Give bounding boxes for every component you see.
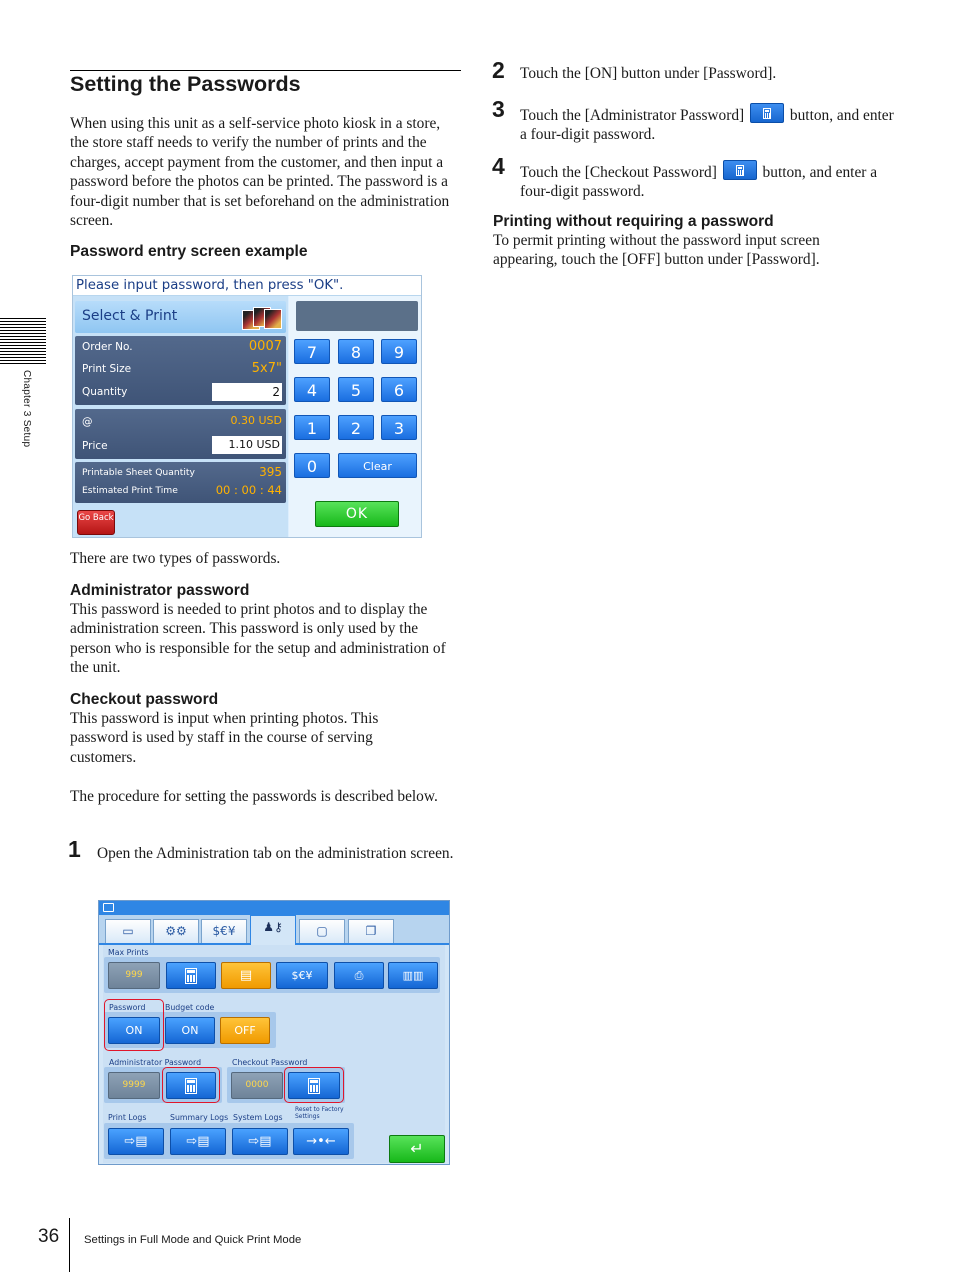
reset-factory-button[interactable] <box>293 1128 349 1155</box>
page-number: 36 <box>38 1226 60 1247</box>
tab-frame[interactable] <box>299 919 345 943</box>
key-6[interactable]: 6 <box>381 377 417 402</box>
user-key-icon: ♟⚷ <box>263 920 283 934</box>
step-3-text <box>520 103 900 145</box>
admin-paragraph: This password is needed to print photos and to display the administration screen. This password is only used by the person who is responsible for the setup and administration of the unit. <box>70 601 446 677</box>
unit-value: 0.30 USD <box>230 414 282 427</box>
step-4-number: 4 <box>492 153 505 179</box>
checkout-password-highlight <box>284 1067 344 1103</box>
checkout-password-value: 0000 <box>231 1072 283 1099</box>
password-display <box>296 301 418 331</box>
tab-currency[interactable] <box>201 919 247 943</box>
procedure-intro: The procedure for setting the passwords is described below. <box>70 788 438 805</box>
select-print-title <box>75 301 286 333</box>
export-icon: ⇨▤ <box>186 1134 210 1149</box>
paper-stack-button[interactable] <box>221 962 271 989</box>
print-logs-label: Print Logs <box>108 1113 147 1122</box>
unit-label: @ <box>82 416 93 428</box>
administrator-password-button-icon <box>750 103 784 123</box>
step-3-text-before: Touch the [Administrator Password] <box>520 107 745 124</box>
currency-icon: $€¥ <box>212 924 236 938</box>
paper-stack-icon: ▤ <box>239 968 253 983</box>
copy-icon: ❐ <box>365 924 377 938</box>
time-value: 00 : 00 : 44 <box>215 483 282 497</box>
key-3[interactable]: 3 <box>381 415 417 440</box>
order-value: 0007 <box>248 339 282 354</box>
budget-on-button[interactable]: ON <box>165 1017 215 1044</box>
checkout-heading: Checkout password <box>70 691 219 708</box>
export-icon: ⇨▤ <box>248 1134 272 1149</box>
key-5[interactable]: 5 <box>338 377 374 402</box>
chapter-label: Chapter 3 Setup <box>21 370 32 448</box>
tab-settings[interactable] <box>153 919 199 943</box>
administration-screenshot <box>98 900 450 1165</box>
key-8[interactable]: 8 <box>338 339 374 364</box>
printer-icon: ⎙ <box>354 969 364 982</box>
admin-password-value: 9999 <box>108 1072 160 1099</box>
no-password-paragraph: To permit printing without the password input screen appearing, touch the [OFF] button under [Password]. <box>493 232 820 269</box>
key-1[interactable]: 1 <box>294 415 330 440</box>
tab-administration[interactable] <box>250 915 296 945</box>
step-1-text: Open the Administration tab on the administration screen. <box>97 845 454 862</box>
checkout-password-label: Checkout Password <box>232 1058 308 1067</box>
step-2-number: 2 <box>492 57 505 83</box>
book-icon: ▥▥ <box>402 969 424 982</box>
step-4-text <box>520 160 900 202</box>
price-label: Price <box>82 440 108 452</box>
checkout-paragraph: This password is input when printing photos. This password is used by staff in the course of serving customers. <box>70 710 379 766</box>
types-sentence: There are two types of passwords. <box>70 550 281 567</box>
return-button[interactable] <box>389 1135 445 1163</box>
chapter-tab-marker <box>0 318 46 364</box>
step-4-text-after: button, and enter a four-digit password. <box>520 164 878 201</box>
currency-icon: $€¥ <box>291 969 313 982</box>
max-prints-label: Max Prints <box>108 948 149 957</box>
password-label: Password <box>109 1003 146 1012</box>
password-prompt: Please input password, then press "OK". <box>73 276 421 296</box>
step-4-text-before: Touch the [Checkout Password] <box>520 164 717 181</box>
toolbox-icon <box>103 903 114 912</box>
calculator-icon <box>185 968 197 984</box>
step-2-text: Touch the [ON] button under [Password]. <box>520 65 777 82</box>
example-heading: Password entry screen example <box>70 243 308 260</box>
intro-paragraph: When using this unit as a self-service photo kiosk in a store, the store staff needs to verify the number of prints and the charges, accept payment from the customer, and then input a password before the photos can be printed. The password is a four-digit number that is set beforehand on the administration screen. <box>70 115 450 230</box>
reset-label: Reset to Factory Settings <box>295 1106 344 1120</box>
time-label: Estimated Print Time <box>82 485 178 496</box>
max-prints-calc-button[interactable] <box>166 962 216 989</box>
sheets-value: 395 <box>259 465 282 479</box>
select-print-label: Select & Print <box>82 308 178 324</box>
system-logs-button[interactable] <box>232 1128 288 1155</box>
reset-arrows-icon: →•← <box>306 1134 336 1149</box>
footer-text: Settings in Full Mode and Quick Print Mode <box>84 1234 302 1246</box>
clear-button[interactable]: Clear <box>338 453 417 478</box>
key-2[interactable]: 2 <box>338 415 374 440</box>
key-4[interactable]: 4 <box>294 377 330 402</box>
printer-button[interactable] <box>334 962 384 989</box>
key-0[interactable]: 0 <box>294 453 330 478</box>
size-value: 5x7" <box>251 361 282 376</box>
order-info-panel <box>75 336 286 405</box>
admin-password-label: Administrator Password <box>109 1058 202 1067</box>
title-bar <box>99 901 449 915</box>
tab-display[interactable] <box>105 919 151 943</box>
price-field: 1.10 USD <box>212 436 282 454</box>
print-logs-button[interactable] <box>108 1128 164 1155</box>
frame-icon: ▢ <box>316 924 328 938</box>
go-back-button[interactable]: Go Back <box>77 510 115 535</box>
sheets-label: Printable Sheet Quantity <box>82 467 195 478</box>
admin-password-highlight <box>162 1067 220 1103</box>
max-prints-value: 999 <box>108 962 160 989</box>
photo-thumbnails-icon <box>242 305 282 329</box>
qty-label: Quantity <box>82 386 128 398</box>
album-button[interactable] <box>388 962 438 989</box>
step-1-number: 1 <box>68 836 81 862</box>
currency-button[interactable] <box>276 962 328 989</box>
ok-button[interactable]: OK <box>315 501 399 527</box>
return-icon: ↵ <box>410 1139 424 1158</box>
size-label: Print Size <box>82 363 132 375</box>
password-entry-screenshot <box>72 275 422 538</box>
key-7[interactable]: 7 <box>294 339 330 364</box>
password-on-button[interactable]: ON <box>108 1017 160 1044</box>
budget-label: Budget code <box>165 1003 215 1012</box>
step-3-text-after: button, and enter a four-digit password. <box>520 107 894 144</box>
summary-logs-button[interactable] <box>170 1128 226 1155</box>
checkout-password-button-icon <box>723 160 757 180</box>
step-3-number: 3 <box>492 96 505 122</box>
summary-logs-label: Summary Logs <box>170 1113 229 1122</box>
gear-icon: ⚙⚙ <box>165 924 187 938</box>
tab-copy[interactable] <box>348 919 394 943</box>
budget-off-button[interactable]: OFF <box>220 1017 270 1044</box>
password-on-highlight <box>104 999 164 1051</box>
no-password-heading: Printing without requiring a password <box>493 213 774 230</box>
export-icon: ⇨▤ <box>124 1134 148 1149</box>
print-status-panel <box>75 462 286 503</box>
title-rule <box>70 70 461 71</box>
order-label: Order No. <box>82 341 133 353</box>
admin-heading: Administrator password <box>70 582 250 599</box>
qty-field[interactable]: 2 <box>212 383 282 401</box>
footer-rule <box>69 1218 70 1272</box>
display-icon: ▭ <box>122 924 134 938</box>
section-title: Setting the Passwords <box>70 72 301 96</box>
price-panel <box>75 409 286 459</box>
key-9[interactable]: 9 <box>381 339 417 364</box>
system-logs-label: System Logs <box>233 1113 283 1122</box>
